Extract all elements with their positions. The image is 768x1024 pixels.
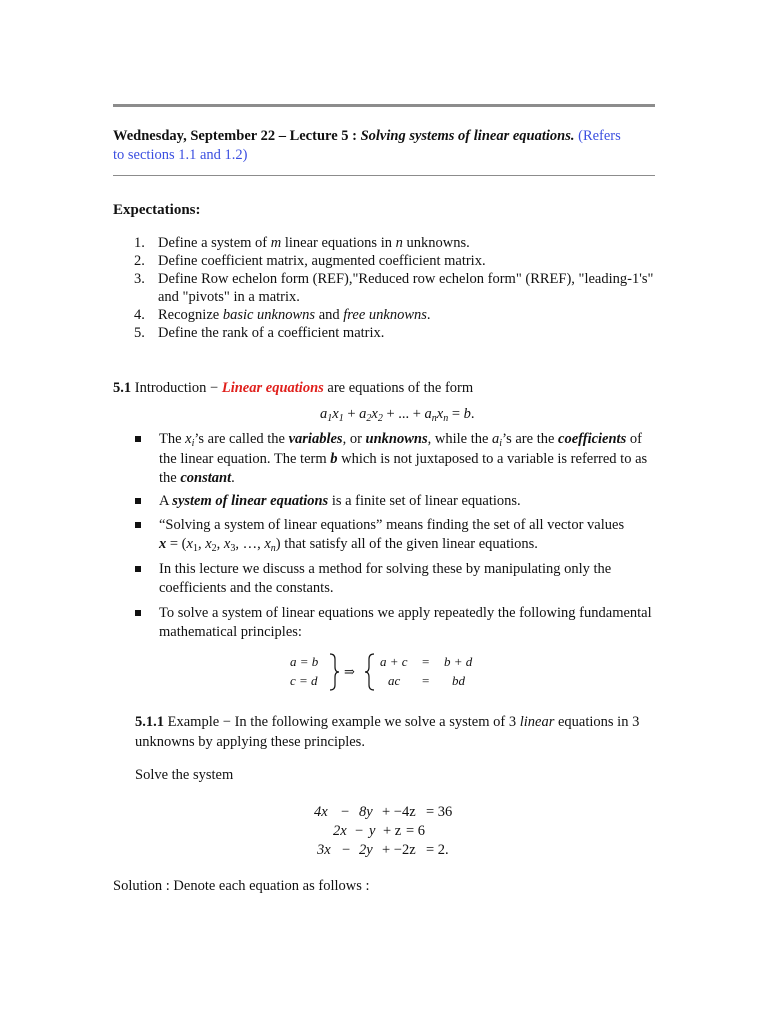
header-rule	[113, 175, 655, 176]
lecture-header	[113, 127, 658, 165]
list-item-text: unknowns.	[402, 235, 470, 251]
subscript: n	[431, 413, 437, 424]
bullet-text: In this lecture we discuss a method for solving these by manipulating only the coefficients and the constants.	[159, 561, 612, 596]
left-brace-icon	[364, 653, 376, 691]
plus: +	[343, 406, 360, 422]
term-linear-equations: Linear equations	[221, 380, 324, 396]
subscript: 1	[338, 413, 344, 424]
example-text: equations in 3 unknowns by applying these principles.	[135, 714, 640, 750]
var-n: n	[395, 235, 403, 251]
header-topic: Solving systems of linear equations.	[360, 128, 575, 144]
equation-row: 2x − y + z = 6	[333, 823, 426, 839]
list-item	[113, 324, 658, 342]
implies-arrow: ⇒	[344, 664, 355, 679]
subscript: 2	[366, 413, 372, 424]
coef-a: a	[424, 406, 432, 422]
list-item-text: Define the rank of a coefficient matrix.	[158, 325, 385, 341]
principle-equals: =	[422, 673, 430, 688]
right-brace-icon	[328, 653, 340, 691]
bullet-text: A system of linear equations is a finite set of linear equations.	[159, 493, 521, 509]
section-intro: Introduction −	[131, 380, 222, 396]
term-free-unknowns: free unknowns	[343, 307, 427, 323]
list-item-number: 2.	[134, 253, 145, 269]
list-item-number: 5.	[134, 325, 145, 341]
example-text: Example − In the following example we solve a system of 3	[164, 714, 520, 730]
equation-row: 3x − 2y + −2z = 2.	[317, 842, 449, 858]
bullet-item	[135, 430, 655, 488]
principle-expr: ac	[388, 673, 401, 688]
bullet-item	[135, 560, 655, 598]
principle-left	[290, 652, 318, 690]
principle-expr: b + d	[444, 654, 473, 669]
header-lecture: Lecture 5 :	[289, 128, 357, 144]
bullet-item	[135, 516, 655, 555]
principle-equals: =	[422, 654, 430, 669]
bullet-square-icon	[135, 498, 141, 504]
var-x: x	[332, 406, 339, 422]
list-item-text: Define a system of	[158, 235, 271, 251]
section-intro-rest: are equations of the form	[323, 380, 474, 396]
bullet-item	[135, 492, 655, 511]
list-item-text: linear equations in	[281, 235, 396, 251]
var-x: x	[436, 406, 444, 422]
principle-display	[290, 652, 480, 692]
subscript: 1	[327, 413, 333, 424]
list-item-text: .	[426, 307, 431, 323]
header-refers-link[interactable]: (Refers	[578, 128, 621, 144]
solution-line: Solution : Denote each equation as follows :	[113, 878, 370, 894]
list-item-text: Recognize	[158, 307, 223, 323]
list-item-text: Define Row echelon form (REF),"Reduced row echelon form" (RREF), "leading-1's" and "pivots" in a matrix.	[158, 271, 654, 305]
equals: =	[448, 406, 464, 422]
equation-row: 4x − 8y + −4z = 36	[314, 804, 453, 820]
header-refers-link-cont[interactable]: to sections 1.1 and 1.2)	[113, 147, 248, 163]
list-item	[113, 234, 658, 252]
solve-the-system: Solve the system	[135, 767, 234, 783]
bullet-square-icon	[135, 566, 141, 572]
plus-ellipsis: + ... +	[382, 406, 425, 422]
list-item-text: Define coefficient matrix, augmented coefficient matrix.	[158, 253, 486, 269]
bullet-item	[135, 604, 655, 642]
equation-system	[314, 803, 474, 860]
header-dash: –	[275, 128, 290, 144]
list-item	[113, 306, 658, 324]
bullet-text: The $x_i’s$ are called the variables, or unknowns, while the $a_i’s$ are the coefficients of the linear equation. The term b which is not juxtaposed to a variable is referred to as the constant.	[159, 431, 648, 486]
top-rule	[113, 104, 655, 107]
period: .	[470, 406, 475, 422]
list-item-text: and	[315, 307, 344, 323]
section-5-1-intro	[113, 379, 473, 398]
list-item	[113, 270, 658, 306]
example-paragraph	[135, 712, 657, 752]
principle-expr: bd	[452, 673, 465, 688]
constant-b: b	[463, 406, 471, 422]
expectations-heading: Expectations:	[113, 202, 201, 218]
subscript: 2	[377, 413, 383, 424]
list-item-number: 4.	[134, 307, 145, 323]
bullet-square-icon	[135, 436, 141, 442]
example-number: 5.1.1	[135, 714, 164, 730]
var-m: m	[270, 235, 282, 251]
bullet-text: “Solving a system of linear equations” means finding the set of all vector values $x = (x_1$, $x_2$, $x_3$, …, $x_n$) that satisfy all of the given linear equations.	[159, 517, 625, 554]
principle-expr: a + c	[380, 654, 408, 669]
linear-equation-form	[320, 405, 475, 425]
list-item-number: 3.	[134, 271, 145, 287]
principle-right	[380, 652, 480, 690]
bullet-square-icon	[135, 610, 141, 616]
list-item	[113, 252, 658, 270]
bullet-text: To solve a system of linear equations we apply repeatedly the following fundamental mathematical principles:	[159, 605, 652, 640]
bullet-square-icon	[135, 522, 141, 528]
term-linear: linear	[519, 714, 555, 730]
list-item-number: 1.	[134, 235, 145, 251]
coef-a: a	[320, 406, 328, 422]
expectations-list	[113, 234, 658, 342]
var-x: x	[371, 406, 378, 422]
principle-left-line: c = d	[290, 673, 318, 688]
coef-a: a	[359, 406, 367, 422]
term-basic-unknowns: basic unknowns	[222, 307, 316, 323]
header-date: Wednesday, September 22	[113, 128, 276, 144]
subscript: n	[443, 413, 449, 424]
section-number: 5.1	[113, 380, 132, 396]
principle-left-line: a = b	[290, 654, 319, 669]
